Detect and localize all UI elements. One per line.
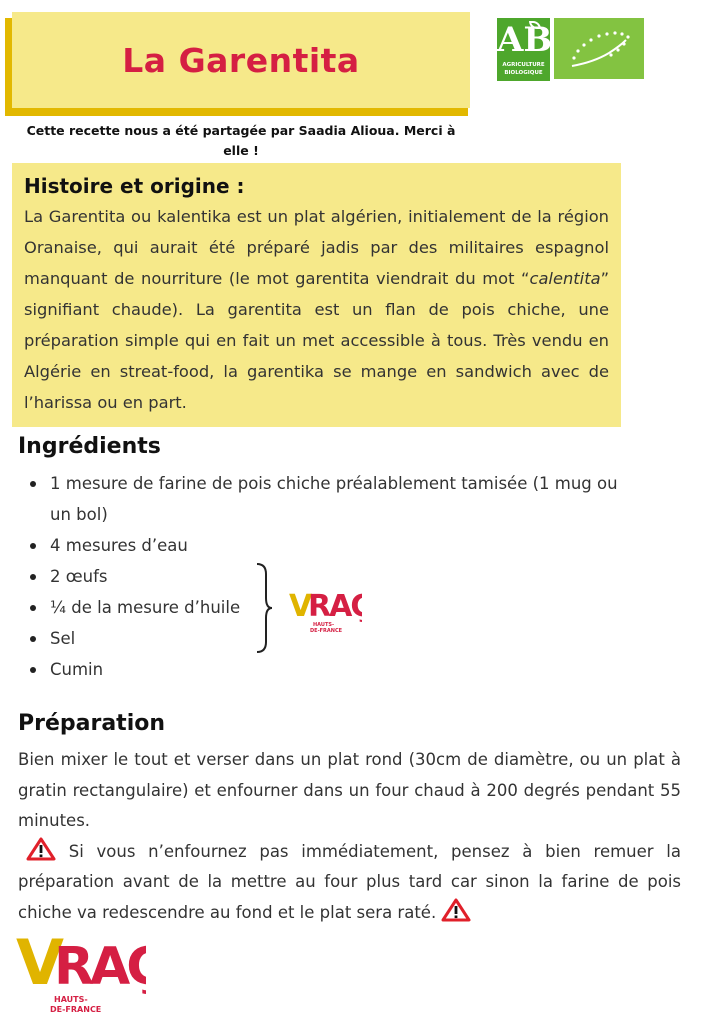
warning-icon xyxy=(441,898,471,922)
history-box xyxy=(12,163,621,427)
ab-logo-letters: AB xyxy=(497,20,553,60)
svg-text:RAÇ: RAÇ xyxy=(308,589,362,624)
ingredient-item: 4 mesures d’eau xyxy=(30,530,630,561)
svg-text:DE-FRANCE: DE-FRANCE xyxy=(50,1005,102,1014)
history-text-part1: La Garentita ou kalentika est un plat algérien, initialement de la région Oranaise, qui aurait été préparé jadis par des militaires espagnol manquant de nourriture (le mot garentita viendrait du mot “ xyxy=(24,207,609,288)
ingredients-list xyxy=(30,468,630,685)
page-title: La Garentita xyxy=(122,40,360,80)
ab-logo-line1: AGRICULTURE xyxy=(502,62,545,68)
svg-text:RAÇ: RAÇ xyxy=(54,937,146,997)
preparation-warning xyxy=(18,837,681,929)
svg-text:DE-FRANCE: DE-FRANCE xyxy=(310,628,343,634)
ingredient-item: 1 mesure de farine de pois chiche préalablement tamisée (1 mug ou un bol) xyxy=(30,468,630,530)
preparation-text: Bien mixer le tout et verser dans un plat rond (30cm de diamètre, ou un plat à gratin rectangulaire) et enfourner dans un four chaud à 200 degrés pendant 55 minutes. xyxy=(18,750,681,830)
svg-text:HAUTS-: HAUTS- xyxy=(313,622,335,628)
ingredients-heading: Ingrédients xyxy=(18,434,161,459)
brace-icon xyxy=(254,562,274,654)
history-text-part2: ” signifiant chaude). La garentita est un flan de pois chiche, une préparation simple qui en fait un met accessible à tous. Très vendu en Algérie en streat-food, la garentika se mange en sandwich avec de l’harissa ou en part. xyxy=(24,269,609,412)
svg-text:HAUTS-: HAUTS- xyxy=(54,995,88,1004)
preparation-heading: Préparation xyxy=(18,711,166,736)
ingredient-item: ¼ de la mesure d’huile xyxy=(30,592,630,623)
eu-leaf-stars-icon xyxy=(554,18,644,79)
warning-icon xyxy=(26,837,56,861)
preparation-text-block xyxy=(18,745,681,928)
title-banner xyxy=(12,12,470,108)
history-text-italic: calentita xyxy=(529,269,601,288)
history-heading: Histoire et origine : xyxy=(24,174,245,198)
ingredient-item: 2 œufs xyxy=(30,561,630,592)
vrac-logo-large xyxy=(16,918,146,1022)
ab-logo-line2: BIOLOGIQUE xyxy=(504,70,543,76)
vrac-logo-small xyxy=(288,582,362,638)
svg-text:V: V xyxy=(289,589,311,624)
history-text xyxy=(24,201,609,418)
eu-organic-logo xyxy=(554,18,644,79)
ingredient-item: Cumin xyxy=(30,654,630,685)
svg-text:V: V xyxy=(16,926,60,999)
ab-organic-logo xyxy=(497,18,553,81)
ingredient-item: Sel xyxy=(30,623,630,654)
warning-text: Si vous n’enfournez pas immédiatement, pensez à bien remuer la préparation avant de la mettre au four plus tard car sinon la farine de pois chiche va redescendre au fond et le plat sera raté. xyxy=(18,841,681,922)
recipe-credit: Cette recette nous a été partagée par Saadia Alioua. Merci à elle ! xyxy=(26,123,456,158)
